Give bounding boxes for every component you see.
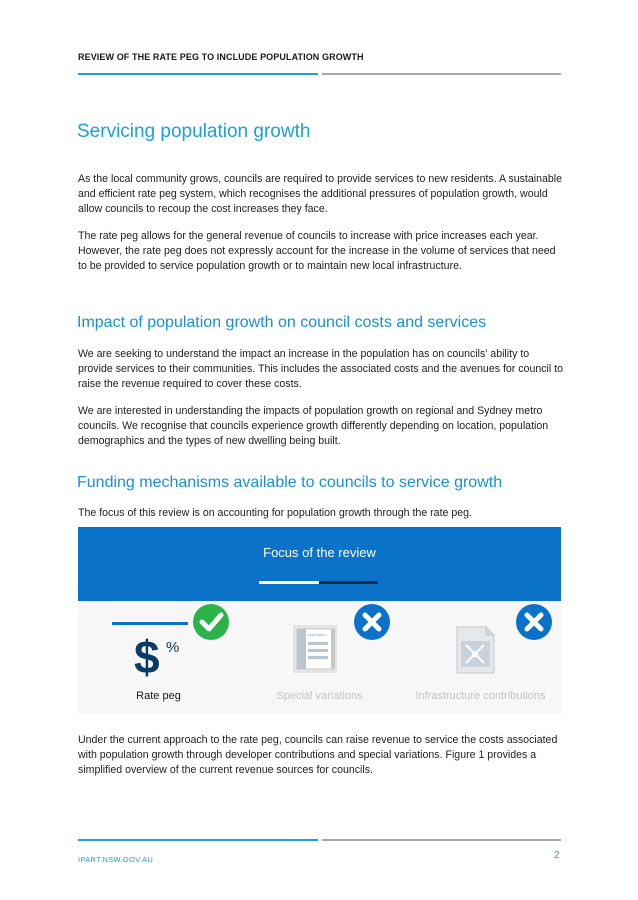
- graphic-bar-dark: [319, 581, 378, 584]
- graphic-bar-white: [259, 581, 319, 584]
- graphic-band: [78, 527, 561, 601]
- header-rule-blue: [78, 73, 318, 75]
- section-heading-impact: Impact of population growth on council costs and services: [77, 314, 487, 331]
- section-heading-funding: Funding mechanisms available to councils to service growth: [77, 474, 503, 491]
- graphic-title: Focus of the review: [263, 545, 376, 560]
- dollar-symbol: $: [134, 631, 160, 683]
- graphic-item-infrastructure-contributions: [400, 601, 561, 714]
- graphic-item-rate-peg: [78, 601, 239, 714]
- paragraph-rate-peg-allows: The rate peg allows for the general revenue of councils to increase with price increases each year. However, the rate peg does not expressly account for the increase in the volume of services that need to be provided to service population growth or to maintain new local infrastructure.: [78, 230, 556, 272]
- page-number: 2: [554, 850, 560, 861]
- paragraph-community-grows: As the local community grows, councils are required to provide services to new residents. A sustainable and efficient rate peg system, which recognises the additional pressures of population growth, would allow councils to recoup the cost increases they face.: [78, 173, 563, 215]
- paragraph-focus-review: The focus of this review is on accounting for population growth through the rate peg.: [78, 507, 472, 519]
- section-heading-servicing: Servicing population growth: [77, 121, 311, 142]
- footer-rule-grey: [322, 839, 561, 841]
- header-rule-grey: [322, 73, 561, 75]
- percent-symbol: %: [166, 639, 180, 656]
- paragraph-current-approach: Under the current approach to the rate peg, councils can raise revenue to service the costs associated with population growth through developer contributions and special variations. Figure 1 provides a simplified overview of the current revenue sources for councils.: [78, 734, 558, 776]
- label-special-variations: Special variations: [276, 690, 363, 702]
- paragraph-interested-understanding: We are interested in understanding the impacts of population growth on regional and Sydney metro councils. We recognise that councils experience growth differently depending on location, population demographics and the types of new dwelling being built.: [78, 405, 549, 447]
- label-rate-peg: Rate peg: [136, 690, 181, 702]
- graphic-item-special-variations: [239, 601, 400, 714]
- footer-rule-blue: [78, 839, 318, 841]
- label-infrastructure-contributions: Infrastructure contributions: [415, 690, 546, 702]
- focus-of-review-graphic: [78, 527, 561, 714]
- footer-url[interactable]: IPART.NSW.GOV.AU: [78, 855, 154, 864]
- paragraph-seeking-understand: We are seeking to understand the impact an increase in the population has on councils' ability to provide services to their communities. This includes the associated costs and the avenues for council to raise the revenue required to cover these costs.: [78, 348, 564, 390]
- application-doc-label: Application: [307, 632, 327, 637]
- header-title: REVIEW OF THE RATE PEG TO INCLUDE POPULATION GROWTH: [78, 52, 364, 62]
